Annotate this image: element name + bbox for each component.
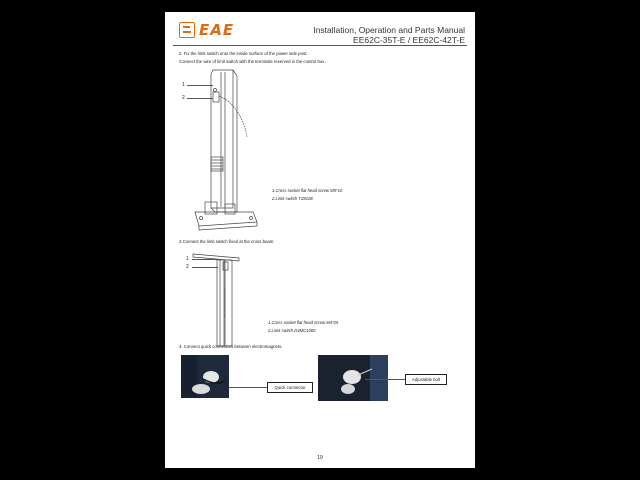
manual-title: Installation, Operation and Parts Manual [313,25,465,35]
adjustable-bolt-leader [365,379,405,380]
step3-caption-1: 1.Cross socket flat head screw M4*25 [268,320,339,325]
step3-leader-1 [192,259,218,260]
step2-leader-1 [187,85,213,86]
step3-instruction: 3.Connect the limit switch fixed at the cross beam. [179,239,275,244]
step4-instruction: 4. Connect quick connectors between electromagnets. [179,344,283,349]
step3-callout-1: 1 [186,256,189,262]
quick-connector-label: Quick connector [267,382,313,393]
quick-connector-photo [181,355,229,398]
step2-callout-2: 2 [182,95,185,101]
page-header [165,12,475,46]
step3-caption-2: 2.Limit switch D4MC1000 [268,328,316,333]
manual-page [165,12,475,468]
step3-callout-2: 2 [186,264,189,270]
brand-logo [179,20,234,40]
power-post-illustration [175,62,285,237]
step2-callout-1: 1 [182,82,185,88]
header-title-block [313,25,465,45]
step2-leader-2 [187,98,213,99]
step2-caption-2: 2.Limit switch TZ8108 [272,196,313,201]
adjustable-bolt-photo [318,355,388,401]
quick-connector-leader [229,387,267,388]
cross-beam-illustration [185,248,245,348]
header-divider [173,45,467,46]
brand-logo-icon [179,22,195,38]
bolt-photo-icon [318,355,388,401]
hands-photo-icon [181,355,229,398]
step2-caption [272,187,342,203]
brand-name: EAE [199,21,235,39]
page-number: 19 [317,455,323,461]
adjustable-bolt-label: Adjustable bolt [405,374,447,385]
step2-caption-1: 1.Cross socket flat head screw M5*10 [272,188,343,193]
model-numbers: EE62C-35T-E / EE62C-42T-E [353,35,465,45]
step3-caption [268,319,338,335]
step3-leader-2 [192,267,218,268]
step2-instruction: 2. Fix the limit switch onto the inside surface of the power side post. [179,51,308,56]
step2-instruction-2: Connect the wire of limit switch with the terminals reserved in the control box. [179,59,326,64]
